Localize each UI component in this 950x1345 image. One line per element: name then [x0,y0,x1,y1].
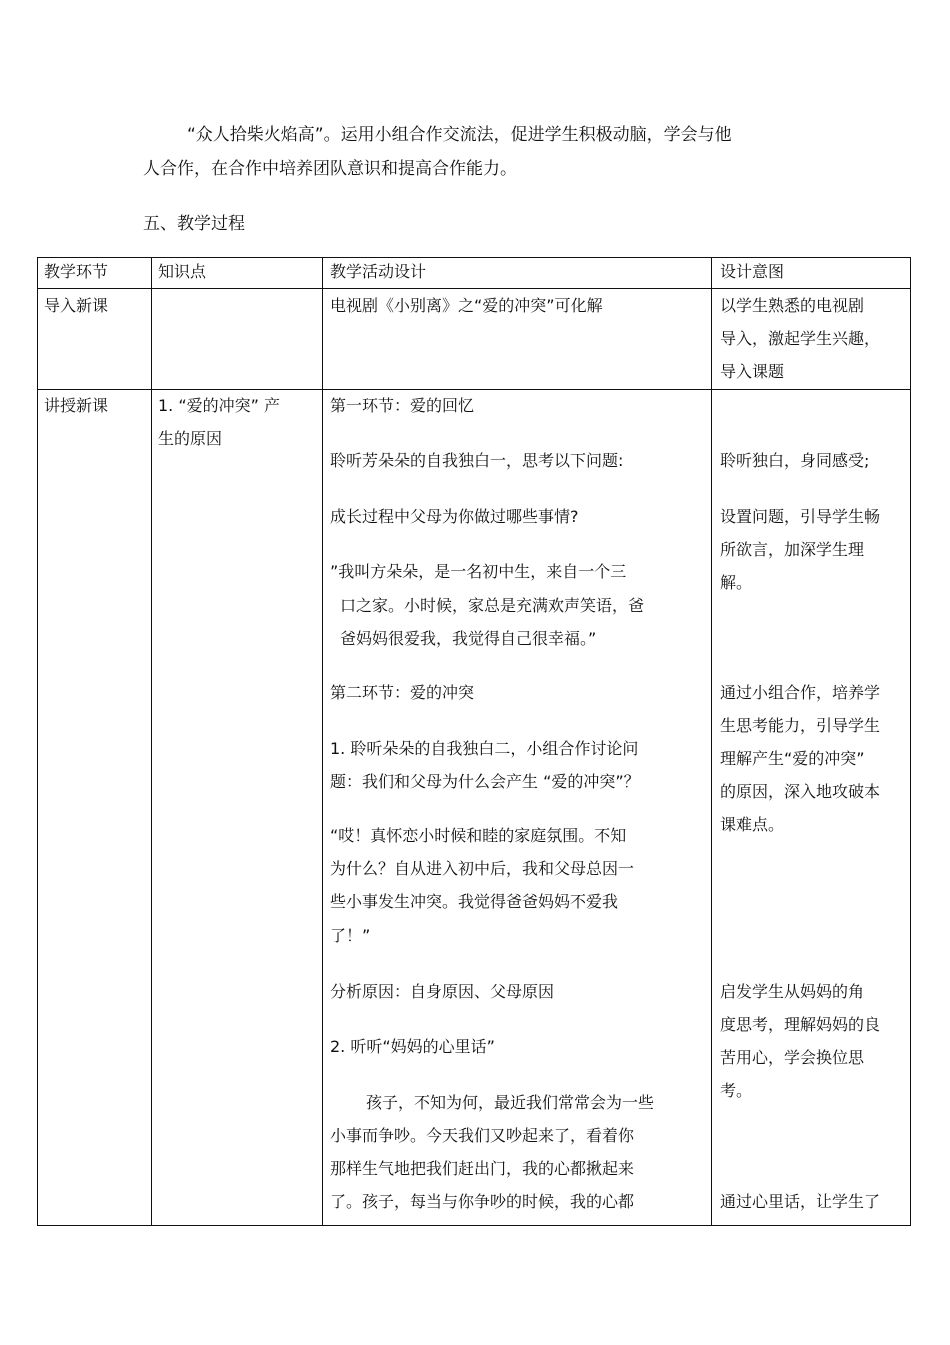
activity-discussion-line: 1. 聆听朵朵的自我独白二，小组合作讨论问 [330,739,639,758]
intro-line-1: “众人拾柴火焰高”。运用小组合作交流法，促进学生积极动脑，学会与他 [187,125,732,145]
header-activity: 教学活动设计 [330,262,427,281]
intent-line: 启发学生从妈妈的角 [720,982,865,1001]
activity-question: 成长过程中父母为你做过哪些事情? [330,507,579,526]
activity-text: 聆听芳朵朵的自我独白一，思考以下问题: [330,451,624,470]
activity-analysis: 分析原因：自身原因、父母原因 [330,982,555,1001]
intro-line-2: 人合作，在合作中培养团队意识和提高合作能力。 [143,159,517,179]
intent-line: 度思考，理解妈妈的良 [720,1015,881,1034]
intent-line: 理解产生“爱的冲突” [720,749,865,768]
table-col-divider-1 [151,257,152,1225]
row2-knowledge-line: 1. “爱的冲突” 产 [158,396,281,415]
table-border-top [37,257,911,258]
intent-line: 考。 [720,1081,753,1100]
monologue-2-line: 了！” [330,926,371,945]
table-col-divider-3 [711,257,712,1225]
intent-line: 生思考能力，引导学生 [720,716,881,735]
monologue-1-line: 爸妈妈很爱我，我觉得自己很幸福。” [340,629,597,648]
section-heading: 五、教学过程 [143,214,245,234]
row1-intent-line: 以学生熟悉的电视剧 [720,296,865,315]
activity-stage-heading: 第一环节：爱的回忆 [330,396,475,415]
row2-stage: 讲授新课 [44,396,109,415]
intent-line: 的原因，深入地攻破本 [720,782,881,801]
monologue-1-line: 口之家。小时候，家总是充满欢声笑语，爸 [340,596,645,615]
mother-letter-line: 小事而争吵。今天我们又吵起来了，看着你 [330,1126,635,1145]
row1-intent-line: 导入，激起学生兴趣， [720,329,881,348]
table-border-right [910,257,911,1225]
header-knowledge: 知识点 [158,262,207,281]
row2-knowledge-line: 生的原因 [158,429,223,448]
monologue-1-line: ”我叫方朵朵，是一名初中生，来自一个三 [330,562,627,581]
table-border-left [37,257,38,1225]
table-divider-header [37,288,911,289]
table-col-divider-2 [322,257,323,1225]
intent-line: 设置问题，引导学生畅 [720,507,881,526]
activity-mother-heading: 2. 听听“妈妈的心里话” [330,1037,495,1056]
monologue-2-line: 些小事发生冲突。我觉得爸爸妈妈不爱我 [330,892,619,911]
row1-activity: 电视剧《小别离》之“爱的冲突”可化解 [330,296,603,315]
header-intent: 设计意图 [720,262,785,281]
table-border-bottom [37,1225,911,1226]
intent-line: 课难点。 [720,815,785,834]
row1-intent-line: 导入课题 [720,362,785,381]
intent-line: 苦用心，学会换位思 [720,1048,865,1067]
header-stage: 教学环节 [44,262,109,281]
monologue-2-line: “哎！真怀恋小时候和睦的家庭氛围。不知 [330,826,627,845]
intent-line: 通过小组合作，培养学 [720,683,881,702]
table-divider-row1 [37,389,911,390]
row1-stage: 导入新课 [44,296,109,315]
monologue-2-line: 为什么？自从进入初中后，我和父母总因一 [330,859,635,878]
intent-text: 聆听独白，身同感受; [720,451,870,470]
activity-discussion-line: 题：我们和父母为什么会产生 “爱的冲突”？ [330,772,640,791]
intent-text: 通过心里话，让学生了 [720,1192,881,1211]
mother-letter-line: 那样生气地把我们赶出门，我的心都揪起来 [330,1159,635,1178]
intent-line: 所欲言，加深学生理 [720,540,865,559]
mother-letter-line: 孩子，不知为何，最近我们常常会为一些 [366,1093,655,1112]
mother-letter-line: 了。孩子，每当与你争吵的时候，我的心都 [330,1192,635,1211]
activity-stage-heading: 第二环节：爱的冲突 [330,683,475,702]
intent-line: 解。 [720,573,753,592]
